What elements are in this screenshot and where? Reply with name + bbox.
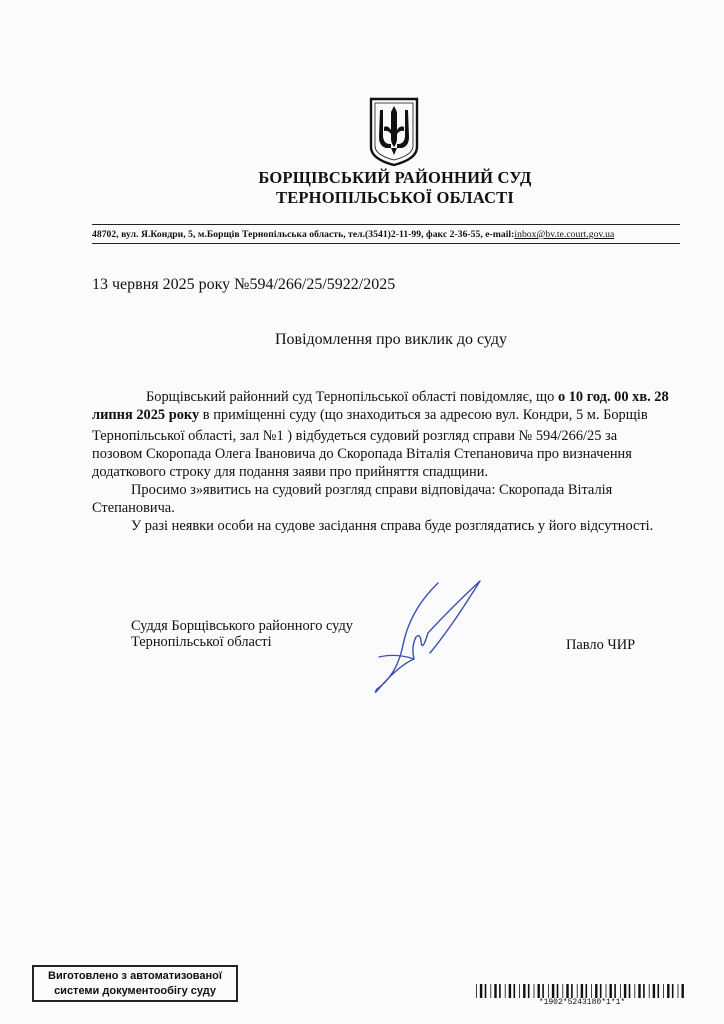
barcode-bar <box>606 984 607 998</box>
court-email-link[interactable]: inbox@bv.te.court.gov.ua <box>514 229 615 240</box>
body-line-2 <box>92 406 648 424</box>
stamp-line-1: Виготовлено з автоматизованої <box>48 970 222 982</box>
judge-title-line-2: Тернопільської області <box>131 634 272 650</box>
trident-emblem-icon <box>368 97 420 167</box>
barcode-bar <box>485 984 487 998</box>
body-line-1 <box>146 388 669 406</box>
barcode-bar <box>672 984 674 998</box>
barcode-bar <box>586 984 588 998</box>
barcode-bar <box>667 984 669 998</box>
barcode-bar <box>509 984 511 998</box>
barcode-bar <box>523 984 525 998</box>
court-name-line-2: ТЕРНОПІЛЬСЬКОЇ ОБЛАСТІ <box>275 188 515 207</box>
barcode-bar <box>610 984 612 998</box>
barcode-bar <box>634 984 635 998</box>
document-title: Повідомлення про виклик до суду <box>274 331 508 348</box>
body-line-7: Степановича. <box>92 500 175 516</box>
barcode-bar <box>514 984 516 998</box>
barcode-bar <box>480 984 482 998</box>
barcode-bar <box>643 984 645 998</box>
barcode-bar <box>581 984 583 998</box>
barcode-bar <box>649 984 650 998</box>
barcode-bar <box>542 984 544 998</box>
barcode-bar <box>548 984 549 998</box>
judge-title-line-1: Суддя Борщівського районного суду <box>131 618 353 634</box>
body-line-8: У разі неявки особи на судове засідання справа буде розглядатись у його відсутності. <box>131 518 654 534</box>
barcode-bar <box>534 984 535 998</box>
document-barcode <box>476 984 688 998</box>
barcode-bar <box>663 984 664 998</box>
barcode-bar <box>499 984 501 998</box>
document-date-and-number: 13 червня 2025 року №594/266/25/5922/2025 <box>92 276 396 293</box>
barcode-bar <box>566 984 568 998</box>
handwritten-signature-icon <box>370 575 495 700</box>
hearing-time: о 10 год. 00 хв. 28 <box>557 389 669 405</box>
court-address <box>92 229 692 240</box>
barcode-bar <box>494 984 496 998</box>
barcode-bar <box>653 984 655 998</box>
barcode-bar <box>629 984 631 998</box>
barcode-bar <box>557 984 559 998</box>
barcode-bar <box>620 984 621 998</box>
barcode-bar <box>595 984 597 998</box>
barcode-number: *1902*5243180*1*1* <box>538 998 626 1007</box>
body-line-1-text: Борщівський районний суд Тернопільської області повідомляє, що <box>146 389 558 405</box>
hearing-date: липня 2025 року <box>92 407 200 423</box>
body-line-4: позовом Скоропада Олега Івановича до Скоропада Віталія Степановича про визначення <box>92 446 632 462</box>
barcode-bar <box>562 984 563 998</box>
barcode-bar <box>476 984 477 998</box>
header-divider-bottom <box>92 243 680 244</box>
barcode-bar <box>658 984 660 998</box>
barcode-bar <box>600 984 602 998</box>
barcode-bar <box>552 984 554 998</box>
barcode-bar <box>624 984 626 998</box>
body-line-5: додаткового строку для подання заяви про прийняття спадщини. <box>92 464 489 480</box>
stamp-line-2: системи документообігу суду <box>54 984 216 997</box>
barcode-bar <box>591 984 592 998</box>
header-divider-top <box>92 224 680 225</box>
barcode-bar <box>614 984 616 998</box>
barcode-bar <box>528 984 530 998</box>
barcode-bar <box>519 984 520 998</box>
barcode-bar <box>577 984 578 998</box>
address-text: 48702, вул. Я.Кондри, 5, м.Борщів Тернопільська область, тел.(3541)2-11-99, факс 2-36-55, e-mail: <box>92 229 515 240</box>
body-line-6: Просимо з»явитись на судовий розгляд справи відповідача: Скоропада Віталія <box>131 482 613 498</box>
barcode-bar <box>571 984 573 998</box>
barcode-bar <box>538 984 540 998</box>
court-name-line-1: БОРЩІВСЬКИЙ РАЙОННИЙ СУД <box>258 168 532 187</box>
barcode-bar <box>490 984 491 998</box>
judge-name: Павло ЧИР <box>566 637 636 653</box>
automated-system-stamp <box>32 965 238 1002</box>
barcode-bar <box>505 984 506 998</box>
barcode-bar <box>682 984 684 998</box>
barcode-bar <box>678 984 679 998</box>
barcode-bar <box>638 984 640 998</box>
body-line-3: Тернопільської області, зал №1 ) відбудеться судовий розгляд справи № 594/266/25 за <box>92 428 618 444</box>
body-line-2-text: в приміщенні суду (що знаходиться за адресою вул. Кондри, 5 м. Борщів <box>199 407 648 423</box>
